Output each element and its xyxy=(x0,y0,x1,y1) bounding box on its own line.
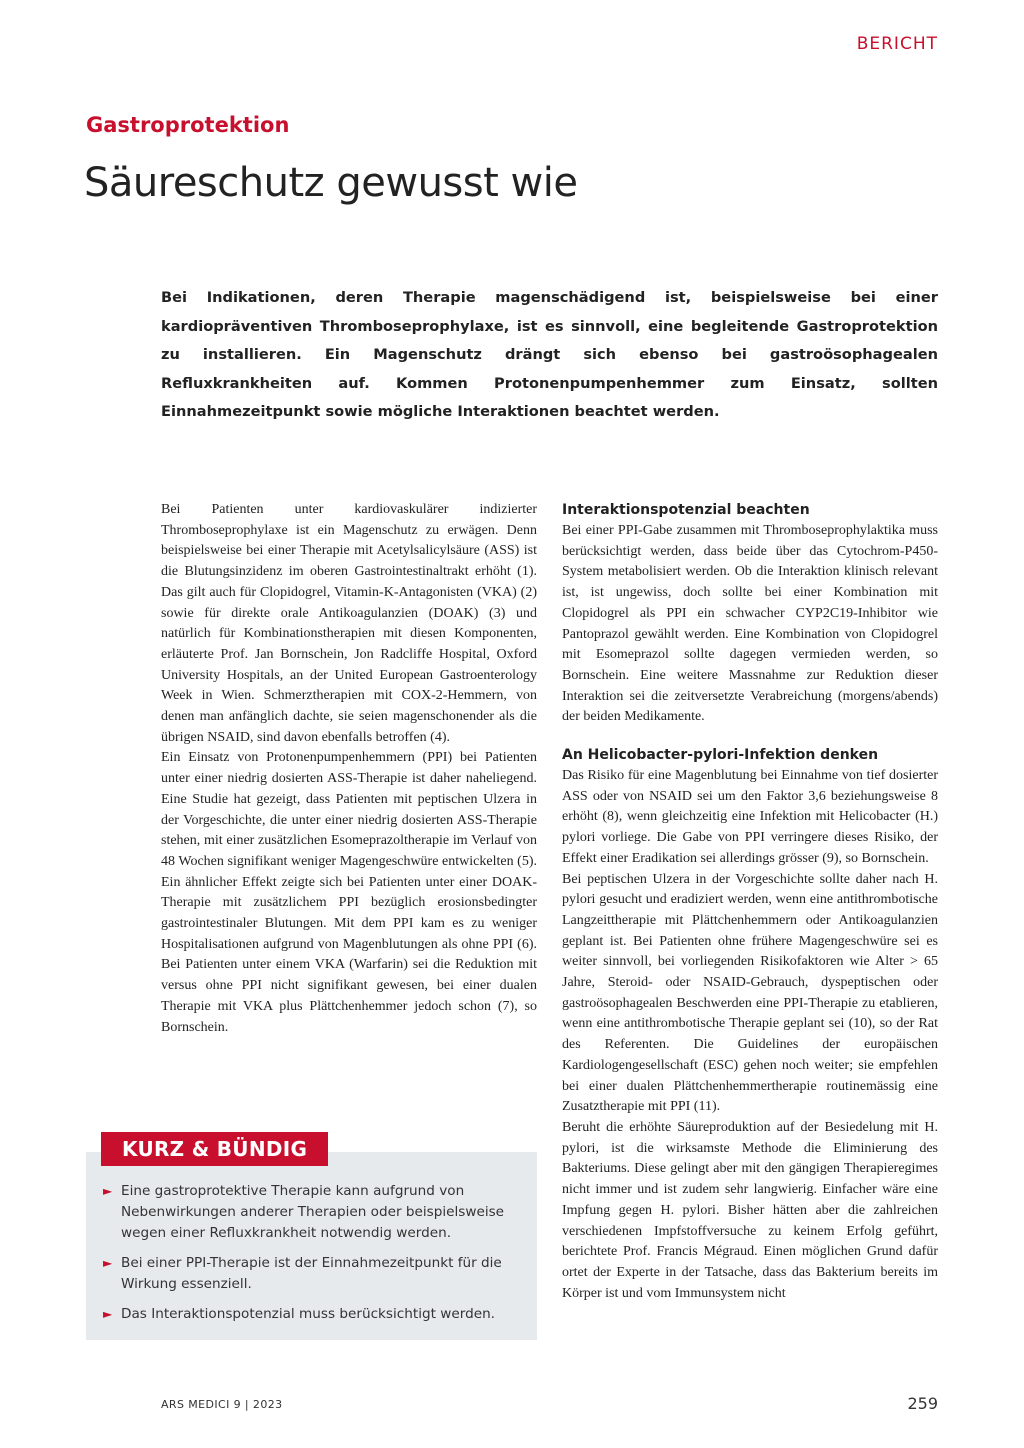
body-paragraph: Beruht die erhöhte Säureproduktion auf der Besiedelung mit H. pylori, ist die wirksamste Methode die Eliminierung des Bakteriums. Diese gelingt aber mit den gängigen Therapieregimes nicht immer und ist zudem sehr langwierig. Einfacher wäre eine Impfung gegen H. pylori. Bisher hätten aber die zahlreichen verschiedenen Impfstoffversuche zu keinem Erfolg geführt, berichtete Prof. Francis Mégraud. Einen möglichen Grund dafür ortet der Experte in der Tatsache, dass das Bakterium bereits im Körper ist und vom Immunsystem nicht xyxy=(562,1119,938,1301)
body-paragraph: Bei Patienten unter kardiovaskulärer indizierter Thromboseprophylaxe ist ein Magenschutz zu erwägen. Denn beispielsweise bei einer Therapie mit Acetylsalicylsäure (ASS) ist die Blutungsinzidenz im oberen Gastrointestinaltrakt erhöht (1). Das gilt auch für Clopidogrel, Vitamin-K-Antagonisten (VKA) (2) sowie für direkte orale Antikoagulanzien (DOAK) (3) und natürlich für Kombinationstherapien mit diesen Komponenten, erläuterte Prof. Jan Bornschein, Jon Radcliffe Hospital, Oxford University Hospitals, an der United European Gastroenterology Week in Wien. Schmerztherapien mit COX-2-Hemmern, von denen man anfänglich dachte, sie seien magenschonender als die übrigen NSAID, sind davon ebenfalls betroffen (4). xyxy=(161,502,537,745)
section-heading: Interaktionspotenzial beachten xyxy=(562,502,810,518)
body-paragraph: Ein Einsatz von Protonenpumpenhemmern (PPI) bei Patienten unter einer niedrig dosierten ASS-Therapie ist daher naheliegend. Eine Studie hat gezeigt, dass Patienten mit peptischen Ulzera in der Vorgeschichte, die unter einer niedrig dosierten ASS-Therapie stehen, mit einer zusätzlichen Esomeprazoltherapie im Verlauf von 48 Wochen signifikant weniger Magengeschwüre entwickelten (5). Ein ähnlicher Effekt zeigte sich bei Patienten unter einer DOAK-Therapie mit zusätzlichem PPI bezüglich erosionsbedingter gastrointestinaler Blutungen. Mit dem PPI kam es zu weniger Hospitalisationen aufgrund von Magenblutungen als ohne PPI (6). Bei Patienten unter einem VKA (Warfarin) sei die Reduktion mit versus ohne PPI nicht signifikant gewesen, bei einer dualen Therapie mit VKA plus Plättchenhemmer jedoch schon (7), so Bornschein. xyxy=(161,750,537,1035)
triangle-bullet-icon: ► xyxy=(103,1307,113,1321)
summary-list xyxy=(103,1181,523,1334)
page-number: 259 xyxy=(907,1394,938,1413)
footer-journal: ARS MEDICI 9 | 2023 xyxy=(161,1398,283,1411)
summary-item-text: Das Interaktionspotenzial muss berücksichtigt werden. xyxy=(121,1306,496,1322)
article-lead: Bei Indikationen, deren Therapie magenschädigend ist, beispielsweise bei einer kardiopräventiven Thromboseprophylaxe, ist es sinnvoll, eine begleitende Gastroprotektion zu installieren. Ein Magenschutz drängt sich ebenso bei gastroösophagealen Refluxkrankheiten auf. Kommen Protonenpumpenhemmer zum Einsatz, sollten Einnahmezeitpunkt sowie mögliche Interaktionen beachtet werden. xyxy=(161,289,938,420)
summary-item-text: Bei einer PPI-Therapie ist der Einnahmezeitpunkt für die Wirkung essenziell. xyxy=(121,1255,502,1292)
body-paragraph: Bei peptischen Ulzera in der Vorgeschichte sollte daher nach H. pylori gesucht und eradiziert werden, wenn eine antithrombotische Langzeittherapie mit Plättchenhemmern oder Antikoagulanzien geplant ist. Bei Patienten ohne frühere Magengeschwüre sei es weiter sinnvoll, bei vorliegenden Risikofaktoren wie Alter > 65 Jahre, Steroid- oder NSAID-Gebrauch, dyspeptischen oder gastroösophagealen Beschwerden eine PPI-Therapie zu etablieren, wenn eine antithrombotische Therapie geplant sei (10), so der Rat des Referenten. Die Guidelines der europäischen Kardiologengesellschaft (ESC) gehen noch weiter; sie empfehlen bei einer dualen Plättchenhemmertherapie routinemässig eine Zusatztherapie mit PPI (11). xyxy=(562,871,938,1115)
section-label: BERICHT xyxy=(856,34,938,54)
list-item xyxy=(103,1304,523,1325)
article-kicker: Gastroprotektion xyxy=(86,113,290,137)
list-item xyxy=(103,1253,523,1295)
article-title: Säureschutz gewusst wie xyxy=(84,160,578,206)
triangle-bullet-icon: ► xyxy=(103,1184,113,1198)
right-column xyxy=(562,500,938,1304)
left-column xyxy=(161,500,537,1038)
list-item xyxy=(103,1181,523,1244)
body-paragraph: Das Risiko für eine Magenblutung bei Einnahme von tief dosierter ASS oder von NSAID sei um den Faktor 3,6 beziehungsweise 8 erhöht (8), wenn gleichzeitig eine Infektion mit Helicobacter (H.) pylori vorliege. Die Gabe von PPI verringere dieses Risiko, der Effekt einer Eradikation sei allerdings grösser (9), so Bornschein. xyxy=(562,768,938,866)
triangle-bullet-icon: ► xyxy=(103,1256,113,1270)
section-heading: An Helicobacter-pylori-Infektion denken xyxy=(562,747,879,764)
body-paragraph: Bei einer PPI-Gabe zusammen mit Thromboseprophylaktika muss berücksichtigt werden, dass beide über das Cytochrom-P450-System metabolisiert werden. Ob die Interaktion klinisch relevant ist, ist ungewiss, doch sollte bei einer Kombination mit Clopidogrel als PPI ein schwacher CYP2C19-Inhibitor wie Pantoprazol gewählt werden. Eine Kombination von Clopidogrel mit Esomeprazol sollte dagegen vermieden werden, so Bornschein. Eine weitere Massnahme zur Reduktion dieser Interaktion sei die zeitversetzte Verabreichung (morgens/abends) der beiden Medikamente. xyxy=(562,523,938,725)
summary-item-text: Eine gastroprotektive Therapie kann aufgrund von Nebenwirkungen anderer Therapien oder beispielsweise wegen einer Refluxkrankheit notwendig werden. xyxy=(121,1183,505,1241)
summary-title: KURZ & BÜNDIG xyxy=(101,1132,328,1166)
